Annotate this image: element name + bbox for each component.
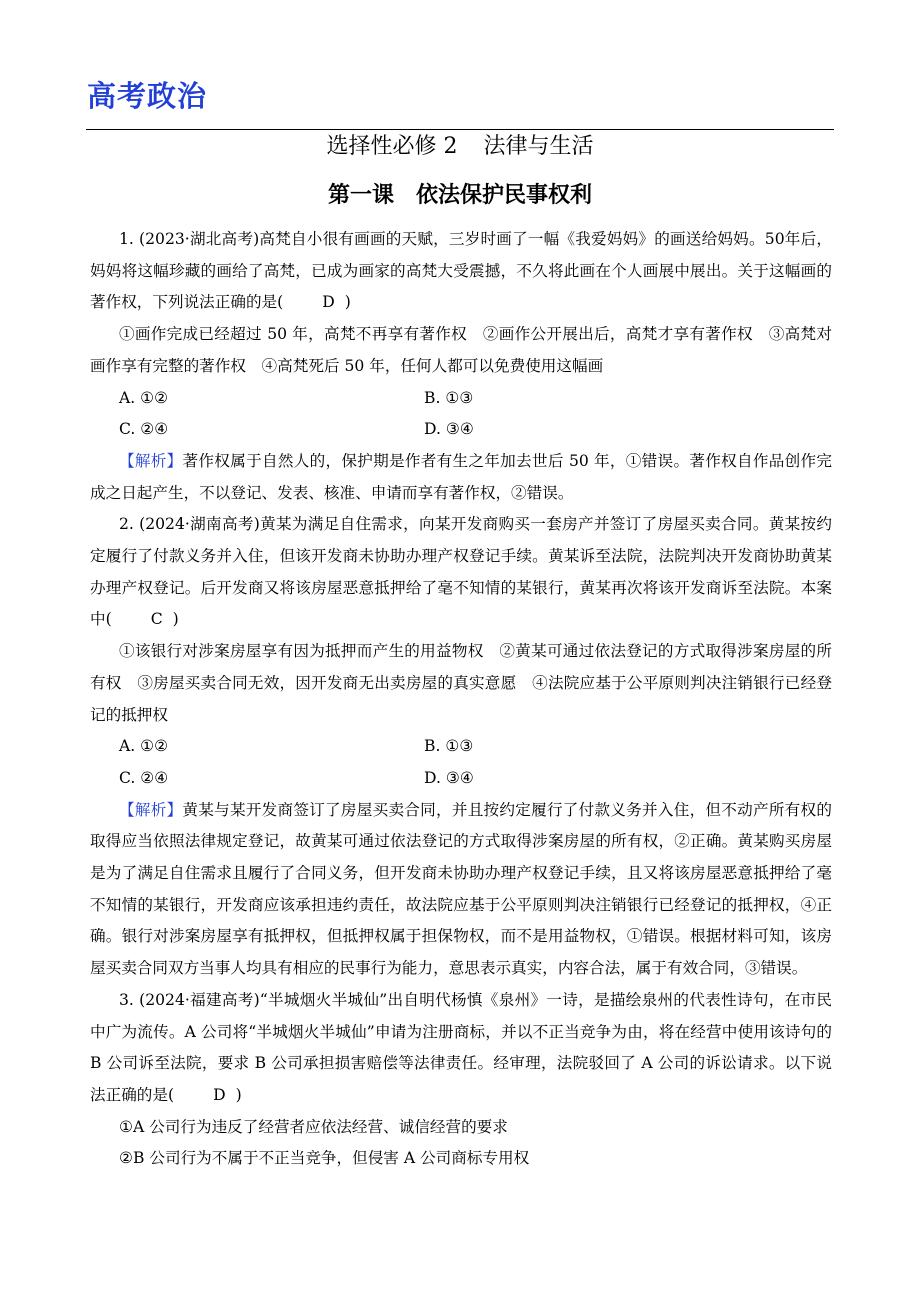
option-c: C. ②④ [119, 420, 169, 439]
lesson-number: 第一课 [327, 183, 394, 208]
option-b: B. ①③ [424, 737, 474, 756]
answer-letter: D [322, 293, 335, 312]
answer-letter: D [213, 1085, 226, 1104]
analysis-tag: 【解析】 [119, 451, 183, 470]
option-b: B. ①③ [424, 388, 474, 407]
question-items: ①画作完成已经超过 50 年，高梵不再享有著作权 ②画作公开展出后，高梵才享有著作权 ③高梵对画作享有完整的著作权 ④高梵死后 50 年，任何人都可以免费使用这幅画 [90, 325, 832, 375]
analysis-tag: 【解析】 [119, 800, 183, 819]
option-d: D. ③④ [424, 420, 474, 439]
options-row [90, 414, 832, 446]
question-stem: 1. (2023·湖北高考)高梵自小很有画画的天赋，三岁时画了一幅《我爱妈妈》的画送给妈妈。50年后，妈妈将这幅珍藏的画给了高梵，已成为画家的高梵大受震撼，不久将此画在个人画展中展出。关于这幅画的著作权，下列说法正确的是( D ) [90, 224, 832, 319]
analysis: 【解析】著作权属于自然人的，保护期是作者有生之年加去世后 50 年，①错误。著作权自作品创作完成之日起产生，不以登记、发表、核准、申请而享有著作权，②错误。 [90, 451, 832, 502]
question-stem: 2. (2024·湖南高考)黄某为满足自住需求，向某开发商购买一套房产并签订了房屋买卖合同。黄某按约定履行了付款义务并入住，但该开发商未协助办理产权登记手续。黄某诉至法院，法院判决开发商协助黄某办理产权登记。后开发商又将该房屋恶意抵押给了毫不知情的某银行，黄某再次将该开发商诉至法院。本案中( C ) [90, 509, 832, 636]
options-row [90, 383, 832, 415]
option-a: A. ①② [119, 388, 169, 407]
document-body [90, 224, 832, 1175]
lesson-title [86, 180, 834, 212]
module-name: 选择性必修 2 [326, 134, 458, 159]
brand-title: 高考政治 [87, 79, 208, 113]
header-rule [86, 129, 834, 130]
analysis: 【解析】黄某与某开发商签订了房屋买卖合同，并且按约定履行了付款义务并入住，但不动产所有权的取得应当依照法律规定登记，故黄某可通过依法登记的方式取得涉案房屋的所有权，②正确。黄某购买房屋是为了满足自住需求且履行了合同义务，但开发商未协助办理产权登记手续，且又将该房屋恶意抵押给了毫不知情的某银行，开发商应该承担违约责任，故法院应基于公平原则判决注销银行已经登记的抵押权，④正确。银行对涉案房屋享有抵押权，但抵押权属于担保物权，而不是用益物权，①错误。根据材料可知，该房屋买卖合同双方当事人均具有相应的民事行为能力，意思表示真实，内容合法，属于有效合同，③错误。 [90, 800, 832, 978]
lesson-name: 依法保护民事权利 [416, 183, 593, 208]
module-topic: 法律与生活 [483, 134, 594, 159]
module-title [86, 132, 834, 162]
question-items: ①该银行对涉案房屋享有因为抵押而产生的用益物权 ②黄某可通过依法登记的方式取得涉案房屋的所有权 ③房屋买卖合同无效，因开发商无出卖房屋的真实意愿 ④法院应基于公平原则判决注销银行已经登记的抵押权 [90, 642, 832, 724]
option-c: C. ②④ [119, 768, 169, 787]
options-row [90, 731, 832, 763]
option-d: D. ③④ [424, 768, 474, 787]
options-row [90, 763, 832, 795]
question-stem: 3. (2024·福建高考)“半城烟火半城仙”出自明代杨慎《泉州》一诗，是描绘泉州的代表性诗句，在市民中广为流传。A 公司将“半城烟火半城仙”申请为注册商标，并以不正当竞争为由，将在经营中使用该诗句的 B 公司诉至法院，要求 B 公司承担损害赔偿等法律责任。经审理，法院驳回了 A 公司的诉讼请求。以下说法正确的是( D ) [90, 985, 832, 1112]
answer-letter: C [150, 610, 163, 629]
question-item: ②B 公司行为不属于不正当竞争，但侵害 A 公司商标专用权 [119, 1149, 530, 1168]
question-item: ①A 公司行为违反了经营者应依法经营、诚信经营的要求 [119, 1117, 508, 1136]
option-a: A. ①② [119, 737, 169, 756]
